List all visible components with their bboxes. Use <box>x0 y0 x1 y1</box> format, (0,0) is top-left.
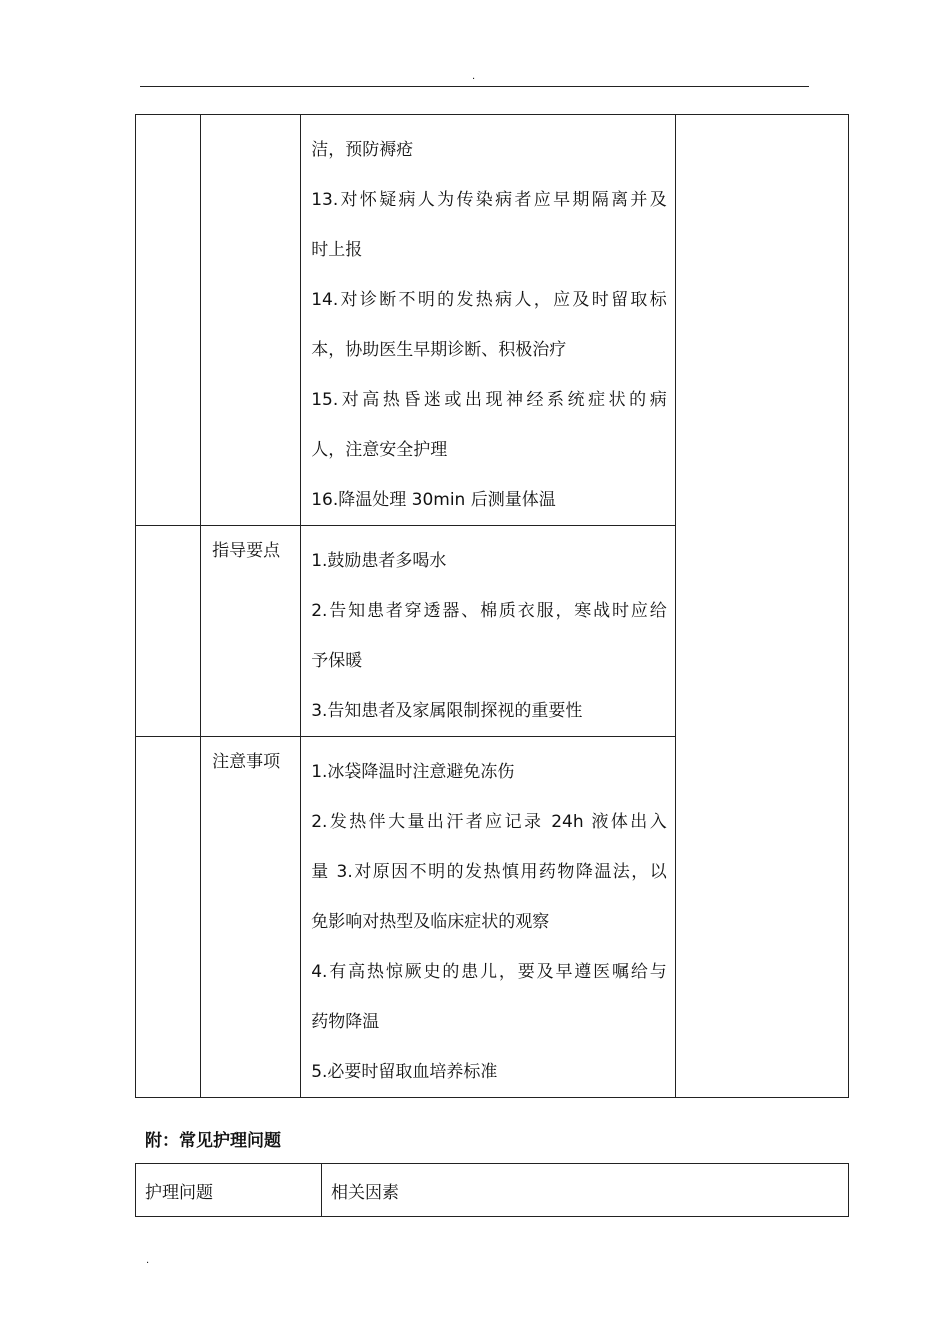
content-line: 药物降温 <box>311 1012 380 1032</box>
remarks-cell <box>675 115 848 1098</box>
header-cell-factors: 相关因素 <box>322 1164 849 1217</box>
category-cell <box>201 526 301 737</box>
content-line: 时上报 <box>311 240 363 260</box>
content-cell <box>301 737 676 1098</box>
category-label: 注意事项 <box>212 752 281 772</box>
content-line: 予保暖 <box>311 651 363 671</box>
index-cell <box>136 526 201 737</box>
content-line: 1.冰袋降温时注意避免冻伤 <box>311 762 515 782</box>
content-line: 13.对怀疑病人为传染病者应早期隔离并及 <box>311 190 667 210</box>
category-cell <box>201 115 301 526</box>
table-row <box>136 115 849 526</box>
content-line: 本，协助医生早期诊断、积极治疗 <box>311 340 567 360</box>
appendix-table <box>135 1163 849 1217</box>
content-line: 16.降温处理 30min 后测量体温 <box>311 490 556 510</box>
content-line: 1.鼓励患者多喝水 <box>311 551 447 571</box>
index-cell <box>136 737 201 1098</box>
table-header-row <box>136 1164 849 1217</box>
content-line: 量 3.对原因不明的发热慎用药物降温法，以 <box>311 862 667 882</box>
content-line: 2.发热伴大量出汗者应记录 24h 液体出入 <box>311 812 667 832</box>
content-line: 免影响对热型及临床症状的观察 <box>311 912 550 932</box>
care-table <box>135 114 849 1098</box>
content-line: 5.必要时留取血培养标准 <box>311 1062 498 1082</box>
content-line: 洁，预防褥疮 <box>311 140 414 160</box>
header-rule <box>140 86 809 87</box>
content-cell <box>301 115 676 526</box>
content-line: 2.告知患者穿透器、棉质衣服，寒战时应给 <box>311 601 667 621</box>
content-line: 14.对诊断不明的发热病人，应及时留取标 <box>311 290 667 310</box>
content-line: 人，注意安全护理 <box>311 440 448 460</box>
footer-mark: . <box>146 1255 150 1266</box>
appendix-title: 附：常见护理问题 <box>145 1131 281 1151</box>
header-cell-problem: 护理问题 <box>136 1164 322 1217</box>
content-line: 3.告知患者及家属限制探视的重要性 <box>311 701 583 721</box>
index-cell <box>136 115 201 526</box>
content-line: 15.对高热昏迷或出现神经系统症状的病 <box>311 390 667 410</box>
category-cell <box>201 737 301 1098</box>
header-mark: . <box>472 71 476 82</box>
content-cell <box>301 526 676 737</box>
category-label: 指导要点 <box>212 541 281 561</box>
content-line: 4.有高热惊厥史的患儿，要及早遵医嘱给与 <box>311 962 667 982</box>
